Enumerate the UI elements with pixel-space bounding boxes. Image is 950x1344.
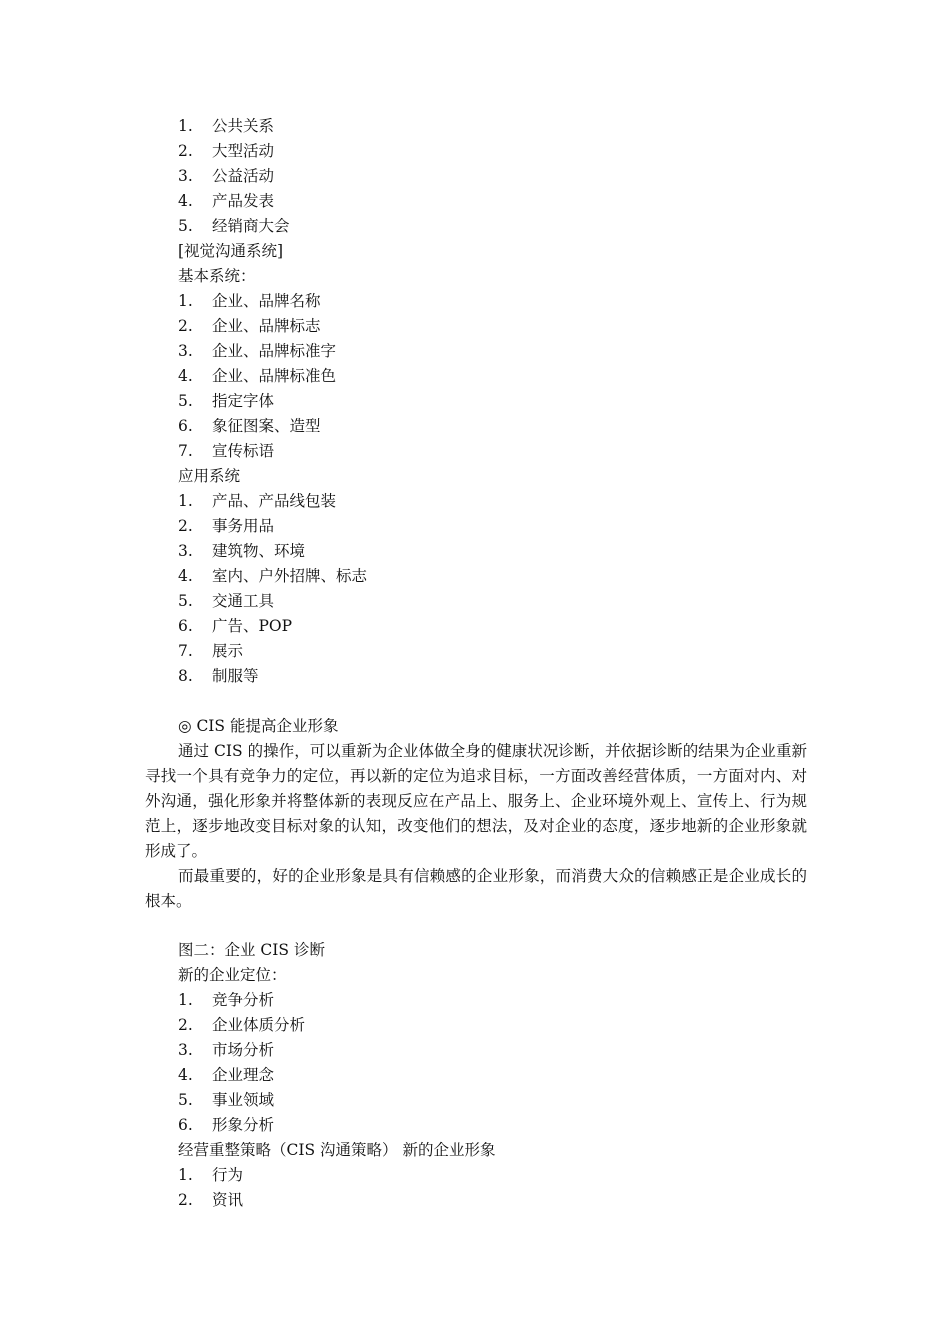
visual-system-heading: [视觉沟通系统] xyxy=(178,242,284,260)
list-item xyxy=(178,1163,243,1188)
list-item xyxy=(178,289,321,314)
list-text: 形象分析 xyxy=(212,1116,275,1134)
list-number: 3. xyxy=(178,167,193,185)
list-text: 指定字体 xyxy=(212,392,275,410)
list-text: 产品、产品线包装 xyxy=(212,492,337,510)
list-item xyxy=(178,639,243,664)
list-item xyxy=(178,1063,274,1088)
list-number: 4. xyxy=(178,192,193,210)
list-text: 公益活动 xyxy=(212,167,275,185)
list-text: 展示 xyxy=(212,642,244,660)
list-text: 宣传标语 xyxy=(212,442,275,460)
list-text: 制服等 xyxy=(212,667,259,685)
list-number: 6. xyxy=(178,1116,193,1134)
list-number: 6. xyxy=(178,617,193,635)
list-item xyxy=(178,314,321,339)
list-number: 2. xyxy=(178,517,193,535)
list-number: 8. xyxy=(178,667,193,685)
list-item xyxy=(178,139,274,164)
list-number: 1. xyxy=(178,1166,193,1184)
list-item xyxy=(178,164,274,189)
list-text: 建筑物、环境 xyxy=(212,542,306,560)
list-item xyxy=(178,439,274,464)
list-text: 企业体质分析 xyxy=(212,1016,306,1034)
list-item xyxy=(178,389,274,414)
list-number: 3. xyxy=(178,1041,193,1059)
list-text: 市场分析 xyxy=(212,1041,275,1059)
list-item xyxy=(178,664,259,689)
list-number: 1. xyxy=(178,991,193,1009)
list-text: 企业、品牌名称 xyxy=(212,292,321,310)
list-item xyxy=(178,564,367,589)
body-paragraph: 而最重要的，好的企业形象是具有信赖感的企业形象，而消费大众的信赖感正是企业成长的根本。 xyxy=(145,867,807,910)
list-item xyxy=(178,1113,274,1138)
list-number: 5. xyxy=(178,1091,193,1109)
list-text: 事务用品 xyxy=(212,517,275,535)
list-number: 2. xyxy=(178,317,193,335)
list-number: 6. xyxy=(178,417,193,435)
body-paragraph: 通过 CIS 的操作，可以重新为企业体做全身的健康状况诊断，并依据诊断的结果为企业重新寻找一个具有竞争力的定位，再以新的定位为追求目标，一方面改善经营体质，一方面对内、对外沟通，强化形象并将整体新的表现反应在产品上、服务上、企业环境外观上、宣传上、行为规范上，逐步地改变目标对象的认知，改变他们的想法，及对企业的态度，逐步地新的企业形象就形成了。 xyxy=(145,742,807,860)
figure-caption: 图二：企业 CIS 诊断 xyxy=(178,941,325,959)
list-text: 室内、户外招牌、标志 xyxy=(212,567,368,585)
list-text: 企业、品牌标准字 xyxy=(212,342,337,360)
list-text: 企业理念 xyxy=(212,1066,275,1084)
list-item xyxy=(178,339,336,364)
list-number: 1. xyxy=(178,492,193,510)
list-item xyxy=(178,988,274,1013)
positioning-heading: 新的企业定位： xyxy=(178,966,287,984)
list-number: 4. xyxy=(178,367,193,385)
list-text: 公共关系 xyxy=(212,117,275,135)
list-item xyxy=(178,1013,305,1038)
list-number: 1. xyxy=(178,117,193,135)
list-number: 4. xyxy=(178,1066,193,1084)
list-item xyxy=(178,1038,274,1063)
list-item xyxy=(178,414,321,439)
list-item xyxy=(178,589,274,614)
applied-system-heading: 应用系统 xyxy=(178,467,241,485)
list-item xyxy=(178,514,274,539)
list-text: 经销商大会 xyxy=(212,217,290,235)
list-number: 5. xyxy=(178,592,193,610)
list-item xyxy=(178,364,336,389)
list-text: 产品发表 xyxy=(212,192,275,210)
list-item xyxy=(178,214,290,239)
list-item xyxy=(178,539,305,564)
list-number: 1. xyxy=(178,292,193,310)
list-text: 资讯 xyxy=(212,1191,244,1209)
list-text: 企业、品牌标准色 xyxy=(212,367,337,385)
list-text: 企业、品牌标志 xyxy=(212,317,321,335)
list-text: 竞争分析 xyxy=(212,991,275,1009)
list-number: 2. xyxy=(178,1016,193,1034)
list-text: 象征图案、造型 xyxy=(212,417,321,435)
list-text: 交通工具 xyxy=(212,592,275,610)
list-number: 5. xyxy=(178,392,193,410)
list-item xyxy=(178,189,274,214)
list-item xyxy=(178,614,292,639)
list-number: 5. xyxy=(178,217,193,235)
list-item xyxy=(178,1088,274,1113)
list-number: 7. xyxy=(178,442,193,460)
list-item xyxy=(178,114,274,139)
list-text: 广告、POP xyxy=(212,617,293,635)
list-number: 4. xyxy=(178,567,193,585)
list-item xyxy=(178,1188,243,1213)
list-text: 大型活动 xyxy=(212,142,275,160)
list-item xyxy=(178,489,336,514)
basic-system-heading: 基本系统： xyxy=(178,267,256,285)
list-number: 2. xyxy=(178,1191,193,1209)
list-text: 行为 xyxy=(212,1166,244,1184)
strategy-heading: 经营重整策略（CIS 沟通策略） 新的企业形象 xyxy=(178,1141,496,1159)
list-number: 2. xyxy=(178,142,193,160)
list-number: 3. xyxy=(178,342,193,360)
list-number: 3. xyxy=(178,542,193,560)
cis-section-heading: ◎ CIS 能提高企业形象 xyxy=(178,717,339,735)
list-text: 事业领域 xyxy=(212,1091,275,1109)
list-number: 7. xyxy=(178,642,193,660)
